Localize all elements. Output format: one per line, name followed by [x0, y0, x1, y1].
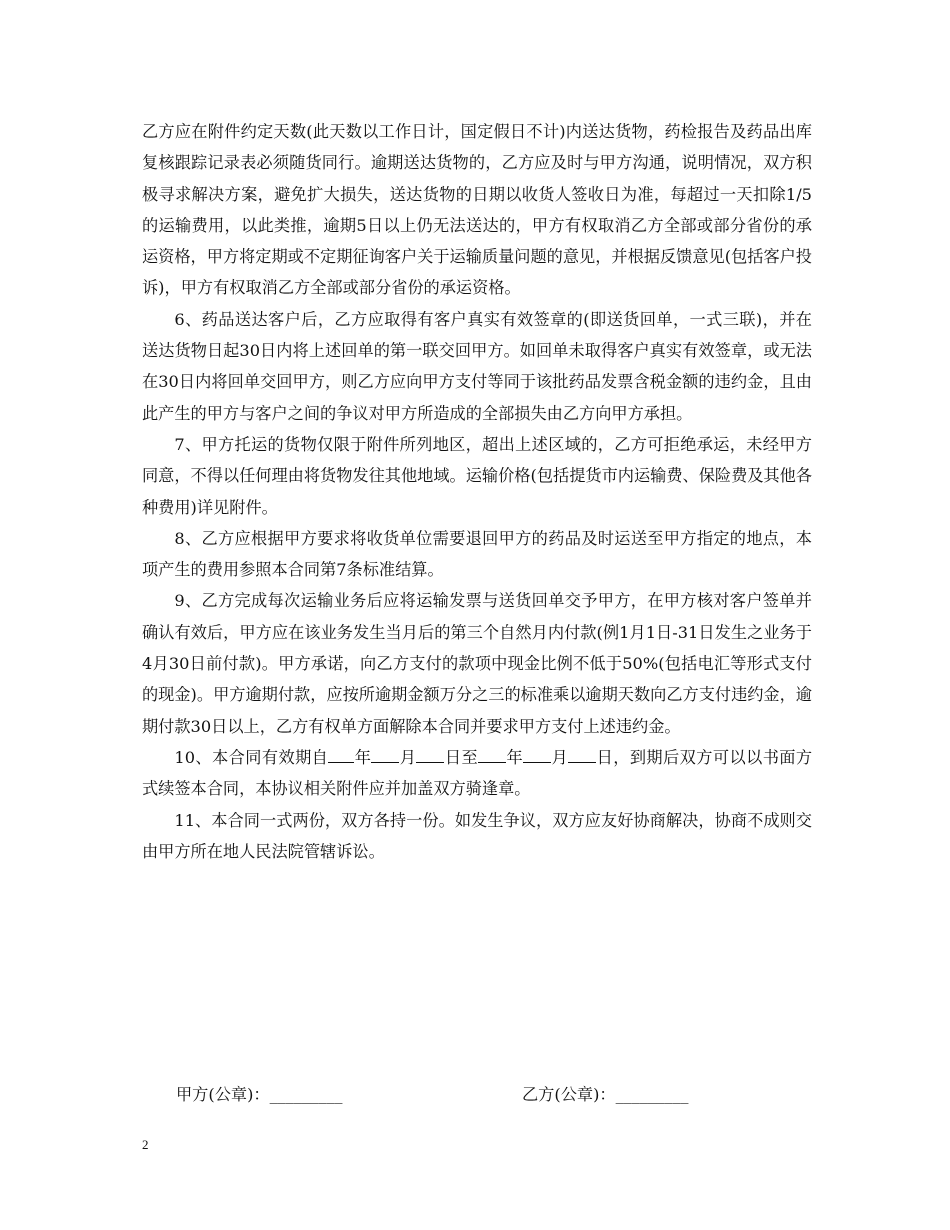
year-unit: 年 [354, 747, 372, 767]
start-year-blank [328, 762, 354, 763]
paragraph-delivery-terms: 乙方应在附件约定天数(此天数以工作日计，国定假日不计)内送达货物，药检报告及药品出库复核跟踪记录表必须随货同行。逾期送达货物的，乙方应及时与甲方沟通，说明情况，双方积极寻求解决方案，避免扩大损失，送达货物的日期以收货人签收日为准，每超过一天扣除1/5的运输费用，以此类推，逾期5日以上仍无法送达的，甲方有权取消乙方全部或部分省份的承运资格，甲方将定期或不定期征询客户关于运输质量问题的意见，并根据反馈意见(包括客户投诉)，甲方有权取消乙方全部或部分省份的承运资格。 [142, 122, 812, 298]
clause-6: 6、药品送达客户后，乙方应取得有客户真实有效签章的(即送货回单，一式三联)，并在送达货物日起30日内将上述回单的第一联交回甲方。如回单未取得客户真实有效签章，或无法在30日内将回单交回甲方，则乙方应向甲方支付等同于该批药品发票含税金额的违约金，且由此产生的甲方与客户之间的争议对甲方所造成的全部损失由乙方向甲方承担。 [142, 309, 812, 423]
contract-body [142, 116, 812, 867]
clause-10-tail: ，到期后双方可以以书面方式续签本合同，本协议相关附件应并加盖双方骑逢章。 [142, 747, 813, 799]
to-word: 至 [461, 747, 479, 767]
year-unit-end: 年 [506, 747, 524, 767]
end-year-blank [478, 762, 506, 763]
month-unit: 月 [399, 747, 417, 767]
clause-7: 7、甲方托运的货物仅限于附件所列地区，超出上述区域的，乙方可拒绝承运，未经甲方同意，不得以任何理由将货物发往其他地域。运输价格(包括提货市内运输费、保险费及其他各种费用)详见附件。 [142, 434, 812, 517]
clause-10-lead: 10、本合同有效期自 [174, 747, 329, 767]
start-day-blank [416, 762, 444, 763]
day-unit: 日 [444, 747, 462, 767]
day-unit-end: 日 [596, 747, 614, 767]
start-month-blank [371, 762, 399, 763]
party-a-seal-line: 甲方(公章)：_________ [176, 1085, 343, 1104]
clause-8: 8、乙方应根据甲方要求将收货单位需要退回甲方的药品及时运送至甲方指定的地点，本项产生的费用参照本合同第7条标准结算。 [142, 528, 812, 580]
page-number: 2 [142, 1137, 149, 1152]
clause-9: 9、乙方完成每次运输业务后应将运输发票与送货回单交予甲方，在甲方核对客户签单并确认有效后，甲方应在该业务发生当月后的第三个自然月内付款(例1月1日-31日发生之业务于4月30日前付款)。甲方承诺，向乙方支付的款项中现金比例不低于50%(包括电汇等形式支付的现金)。甲方逾期付款，应按所逾期金额万分之三的标准乘以逾期天数向乙方支付违约金，逾期付款30日以上，乙方有权单方面解除本合同并要求甲方支付上述违约金。 [142, 591, 812, 736]
clause-11: 11、本合同一式两份，双方各持一份。如发生争议，双方应友好协商解决，协商不成则交由甲方所在地人民法院管辖诉讼。 [142, 810, 812, 861]
clause-10 [142, 742, 812, 805]
month-unit-end: 月 [551, 747, 569, 767]
party-b-seal-line: 乙方(公章)：_________ [522, 1085, 689, 1104]
end-month-blank [523, 762, 551, 763]
end-day-blank [568, 762, 596, 763]
